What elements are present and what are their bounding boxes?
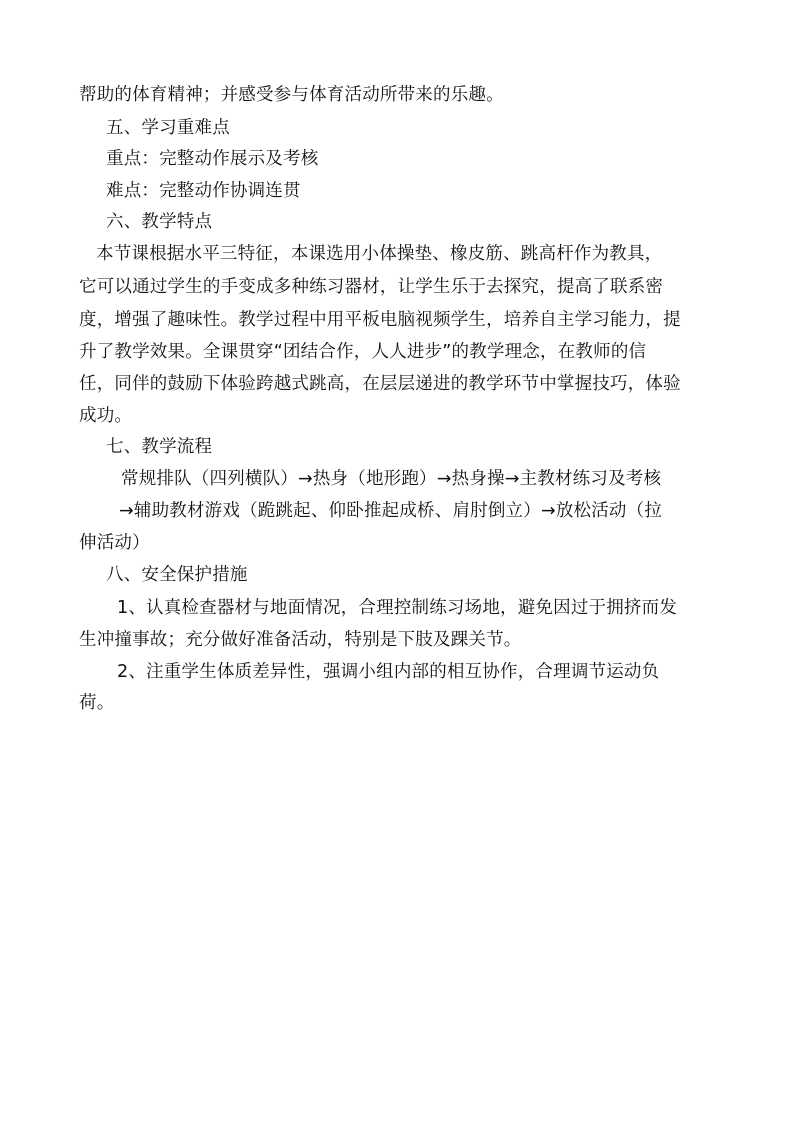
section-8-heading: 八、安全保护措施 xyxy=(106,565,248,585)
flow-line: 伸活动） xyxy=(79,533,150,553)
safety-line: 1、认真检查器材与地面情况，合理控制练习场地，避免因过于拥挤而发 xyxy=(117,598,678,618)
paragraph-line: 任，同伴的鼓励下体验跨越式跳高，在层层递进的教学环节中掌握技巧，体验 xyxy=(79,374,681,394)
paragraph-line: 度，增强了趣味性。教学过程中用平板电脑视频学生，培养自主学习能力，提 xyxy=(79,310,681,330)
flow-line: 常规排队（四列横队）→热身（地形跑）→热身操→主教材练习及考核 xyxy=(121,469,662,489)
safety-line: 荷。 xyxy=(79,693,115,713)
section-7-heading: 七、教学流程 xyxy=(106,437,213,457)
section-5-heading: 五、学习重难点 xyxy=(106,118,230,138)
paragraph-line: 成功。 xyxy=(79,406,133,426)
safety-line: 生冲撞事故；充分做好准备活动，特别是下肢及踝关节。 xyxy=(79,630,522,650)
difficulty-text: 难点：完整动作协调连贯 xyxy=(106,181,301,201)
key-point-text: 重点：完整动作展示及考核 xyxy=(106,149,319,169)
safety-line: 2、注重学生体质差异性，强调小组内部的相互协作，合理调节运动负 xyxy=(117,662,660,682)
paragraph-line: 本节课根据水平三特征，本课选用小体操垫、橡皮筋、跳高杆作为教具， xyxy=(96,244,663,264)
continuation-text: 帮助的体育精神；并感受参与体育活动所带来的乐趣。 xyxy=(79,85,504,105)
flow-line: →辅助教材游戏（跪跳起、仰卧推起成桥、肩肘倒立）→放松活动（拉 xyxy=(119,501,663,521)
paragraph-line: 升了教学效果。全课贯穿“团结合作，人人进步”的教学理念，在教师的信 xyxy=(79,342,647,362)
section-6-heading: 六、教学特点 xyxy=(106,212,213,232)
paragraph-line: 它可以通过学生的手变成多种练习器材，让学生乐于去探究，提高了联系密 xyxy=(79,277,664,297)
